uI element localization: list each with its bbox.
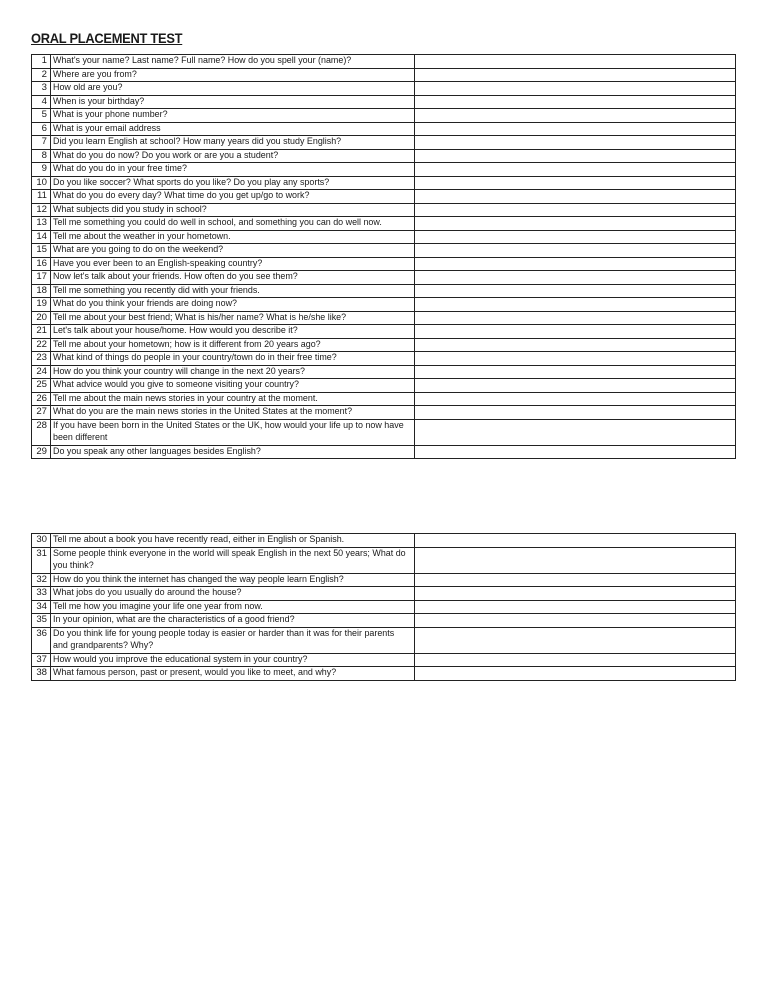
answer-cell[interactable] [415, 298, 736, 312]
question-cell [51, 311, 415, 325]
table-row [32, 534, 736, 548]
question-number: 7 [32, 136, 51, 150]
question-text: Tell me about the weather in your hometown. [53, 230, 231, 242]
answer-cell[interactable] [415, 311, 736, 325]
question-number: 30 [32, 534, 51, 548]
question-text: If you have been born in the United States or the UK, how would your life up to now have been different [53, 419, 404, 443]
question-cell [51, 136, 415, 150]
question-cell [51, 534, 415, 548]
question-text: What do you do now? Do you work or are you a student? [53, 149, 279, 161]
answer-cell[interactable] [415, 352, 736, 366]
question-cell [51, 406, 415, 420]
question-number: 10 [32, 176, 51, 190]
answer-cell[interactable] [415, 203, 736, 217]
question-number: 29 [32, 445, 51, 459]
question-table-2 [31, 533, 736, 681]
question-cell [51, 573, 415, 587]
answer-cell[interactable] [415, 55, 736, 69]
table-row [32, 667, 736, 681]
question-number: 14 [32, 230, 51, 244]
question-number: 19 [32, 298, 51, 312]
question-number: 38 [32, 667, 51, 681]
question-number: 13 [32, 217, 51, 231]
question-cell [51, 352, 415, 366]
question-number: 31 [32, 547, 51, 573]
table-row [32, 257, 736, 271]
table-row [32, 271, 736, 285]
question-text: Do you speak any other languages besides English? [53, 445, 261, 457]
question-number: 12 [32, 203, 51, 217]
question-cell [51, 230, 415, 244]
question-number: 23 [32, 352, 51, 366]
table-row [32, 573, 736, 587]
question-text: How old are you? [53, 82, 123, 93]
answer-cell[interactable] [415, 82, 736, 96]
table-row [32, 311, 736, 325]
table-row [32, 338, 736, 352]
question-number: 9 [32, 163, 51, 177]
question-number: 15 [32, 244, 51, 258]
question-text: What do you are the main news stories in the United States at the moment? [53, 406, 353, 417]
table-row [32, 163, 736, 177]
question-number: 11 [32, 190, 51, 204]
question-text: How would you improve the educational system in your country? [53, 653, 308, 665]
table-row [32, 547, 736, 573]
question-cell [51, 547, 415, 573]
question-cell [51, 284, 415, 298]
answer-cell[interactable] [415, 338, 736, 352]
answer-cell[interactable] [415, 271, 736, 285]
table-row [32, 176, 736, 190]
question-text: Tell me about the main news stories in your country at the moment. [53, 392, 318, 404]
question-cell [51, 587, 415, 601]
question-cell [51, 176, 415, 190]
question-cell [51, 419, 415, 445]
table-row [32, 203, 736, 217]
question-cell [51, 338, 415, 352]
answer-cell[interactable] [415, 419, 736, 445]
question-table-1 [31, 54, 736, 459]
question-cell [51, 149, 415, 163]
table-row [32, 190, 736, 204]
question-cell [51, 109, 415, 123]
question-text: What do you think your friends are doing now? [53, 298, 238, 309]
question-cell [51, 163, 415, 177]
question-text: Let's talk about your house/home. How would you describe it? [53, 325, 298, 336]
question-text: Now let's talk about your friends. How often do you see them? [53, 271, 298, 282]
answer-cell[interactable] [415, 667, 736, 681]
answer-cell[interactable] [415, 230, 736, 244]
table-row [32, 406, 736, 420]
answer-cell[interactable] [415, 614, 736, 628]
answer-cell[interactable] [415, 257, 736, 271]
table-row [32, 82, 736, 96]
table-row [32, 587, 736, 601]
question-cell [51, 95, 415, 109]
answer-cell[interactable] [415, 190, 736, 204]
question-number: 3 [32, 82, 51, 96]
table-row [32, 600, 736, 614]
table-row [32, 298, 736, 312]
question-number: 21 [32, 325, 51, 339]
table-row [32, 614, 736, 628]
question-number: 18 [32, 284, 51, 298]
question-number: 20 [32, 311, 51, 325]
table-row [32, 419, 736, 445]
question-text: Tell me about your best friend; What is his/her name? What is he/she like? [53, 311, 347, 323]
table-row [32, 122, 736, 136]
question-text: What jobs do you usually do around the house? [53, 587, 242, 598]
answer-cell[interactable] [415, 136, 736, 150]
table-row [32, 392, 736, 406]
question-text: What's your name? Last name? Full name? How do you spell your (name)? [53, 55, 352, 66]
answer-cell[interactable] [415, 149, 736, 163]
answer-cell[interactable] [415, 109, 736, 123]
answer-cell[interactable] [415, 244, 736, 258]
question-cell [51, 445, 415, 459]
question-cell [51, 653, 415, 667]
answer-cell[interactable] [415, 95, 736, 109]
question-cell [51, 379, 415, 393]
question-number: 32 [32, 573, 51, 587]
answer-cell[interactable] [415, 587, 736, 601]
question-number: 17 [32, 271, 51, 285]
table-row [32, 68, 736, 82]
question-text: What famous person, past or present, would you like to meet, and why? [53, 667, 337, 678]
table-row [32, 136, 736, 150]
question-table-body [32, 55, 736, 459]
question-text: Did you learn English at school? How many years did you study English? [53, 136, 342, 147]
question-text: How do you think your country will change in the next 20 years? [53, 365, 305, 377]
answer-cell[interactable] [415, 600, 736, 614]
question-text: Where are you from? [53, 68, 137, 80]
question-cell [51, 190, 415, 204]
question-cell [51, 244, 415, 258]
question-number: 37 [32, 653, 51, 667]
question-text: What are you going to do on the weekend? [53, 244, 224, 255]
answer-cell[interactable] [415, 176, 736, 190]
question-number: 8 [32, 149, 51, 163]
table-row [32, 445, 736, 459]
question-text: What is your email address [53, 122, 161, 134]
question-text: What advice would you give to someone visiting your country? [53, 379, 299, 390]
question-number: 26 [32, 392, 51, 406]
question-number: 35 [32, 614, 51, 628]
answer-cell[interactable] [415, 68, 736, 82]
table-row [32, 627, 736, 653]
question-number: 1 [32, 55, 51, 69]
question-text: How do you think the internet has changed the way people learn English? [53, 573, 344, 585]
question-text: What subjects did you study in school? [53, 203, 207, 215]
question-cell [51, 392, 415, 406]
question-text: What do you do every day? What time do you get up/go to work? [53, 190, 310, 201]
question-number: 6 [32, 122, 51, 136]
question-cell [51, 82, 415, 96]
table-row [32, 352, 736, 366]
question-cell [51, 271, 415, 285]
question-cell [51, 203, 415, 217]
question-number: 36 [32, 627, 51, 653]
answer-cell[interactable] [415, 653, 736, 667]
question-text: Tell me how you imagine your life one year from now. [53, 600, 263, 612]
answer-cell[interactable] [415, 379, 736, 393]
answer-cell[interactable] [415, 217, 736, 231]
question-table-body [32, 534, 736, 681]
question-number: 2 [32, 68, 51, 82]
question-text: Tell me something you could do well in school, and something you can do well now. [53, 217, 382, 228]
question-cell [51, 217, 415, 231]
table-row [32, 244, 736, 258]
question-text: What is your phone number? [53, 109, 168, 120]
question-text: When is your birthday? [53, 95, 145, 107]
answer-cell[interactable] [415, 392, 736, 406]
question-cell [51, 68, 415, 82]
question-cell [51, 325, 415, 339]
answer-cell[interactable] [415, 406, 736, 420]
answer-cell[interactable] [415, 534, 736, 548]
table-row [32, 109, 736, 123]
table-row [32, 284, 736, 298]
question-number: 4 [32, 95, 51, 109]
table-row [32, 325, 736, 339]
answer-cell[interactable] [415, 445, 736, 459]
question-cell [51, 55, 415, 69]
question-number: 22 [32, 338, 51, 352]
question-number: 34 [32, 600, 51, 614]
question-text: Tell me about a book you have recently read, either in English or Spanish. [53, 534, 345, 545]
table-row [32, 365, 736, 379]
question-number: 16 [32, 257, 51, 271]
question-cell [51, 257, 415, 271]
question-text: In your opinion, what are the characteristics of a good friend? [53, 614, 295, 625]
question-text: Some people think everyone in the world will speak English in the next 50 years; What do you think? [53, 547, 406, 571]
question-number: 25 [32, 379, 51, 393]
answer-cell[interactable] [415, 573, 736, 587]
question-cell [51, 627, 415, 653]
question-text: Have you ever been to an English-speaking country? [53, 257, 263, 269]
answer-cell[interactable] [415, 122, 736, 136]
table-row [32, 653, 736, 667]
question-number: 33 [32, 587, 51, 601]
answer-cell[interactable] [415, 627, 736, 653]
page-title: ORAL PLACEMENT TEST [31, 30, 183, 46]
question-cell [51, 298, 415, 312]
table-row [32, 217, 736, 231]
question-text: Tell me something you recently did with your friends. [53, 284, 260, 296]
question-text: What do you do in your free time? [53, 163, 187, 174]
question-number: 5 [32, 109, 51, 123]
answer-cell[interactable] [415, 284, 736, 298]
answer-cell[interactable] [415, 325, 736, 339]
question-cell [51, 614, 415, 628]
answer-cell[interactable] [415, 163, 736, 177]
table-row [32, 379, 736, 393]
question-number: 28 [32, 419, 51, 445]
question-cell [51, 365, 415, 379]
question-text: Tell me about your hometown; how is it different from 20 years ago? [53, 338, 321, 350]
question-cell [51, 600, 415, 614]
table-row [32, 149, 736, 163]
answer-cell[interactable] [415, 365, 736, 379]
table-row [32, 230, 736, 244]
question-text: What kind of things do people in your country/town do in their free time? [53, 352, 337, 363]
question-text: Do you like soccer? What sports do you like? Do you play any sports? [53, 176, 330, 188]
table-row [32, 55, 736, 69]
answer-cell[interactable] [415, 547, 736, 573]
question-cell [51, 122, 415, 136]
question-cell [51, 667, 415, 681]
table-row [32, 95, 736, 109]
question-number: 24 [32, 365, 51, 379]
question-number: 27 [32, 406, 51, 420]
question-text: Do you think life for young people today is easier or harder than it was for their parents and grandparents? Why? [53, 627, 395, 651]
